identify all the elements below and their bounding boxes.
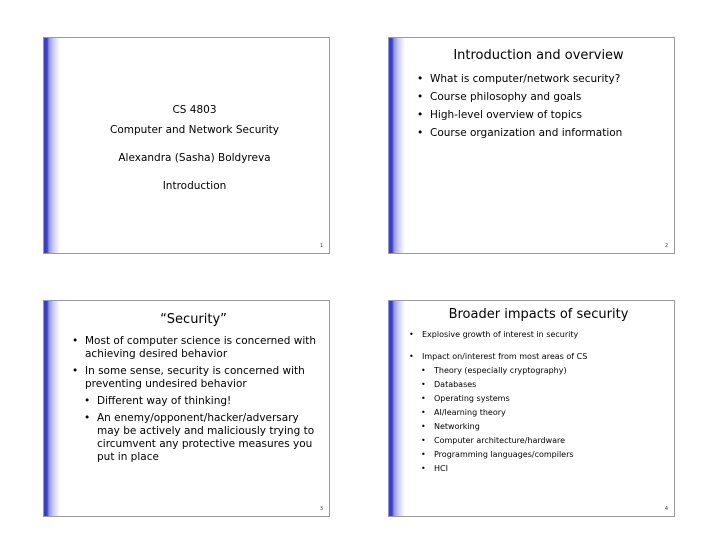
slide-1	[43, 37, 330, 254]
instructor-name: Alexandra (Sasha) Boldyreva	[118, 152, 271, 164]
list-item: • In some sense, security is concerned with preventing undesired behavior	[72, 365, 322, 391]
list-item: • AI/learning theory	[409, 407, 669, 418]
list-item: • Impact on/interest from most areas of CS	[409, 351, 669, 362]
slide-stripe	[389, 301, 405, 516]
slide-3	[43, 300, 330, 517]
bullet-list	[417, 73, 622, 145]
list-item: • Operating systems	[409, 393, 669, 404]
slide-2	[388, 37, 675, 254]
list-item: • Programming languages/compilers	[409, 449, 669, 460]
list-item: • Networking	[409, 421, 669, 432]
course-name: Computer and Network Security	[110, 124, 279, 136]
list-item: • Databases	[409, 379, 669, 390]
list-item: • High-level overview of topics	[417, 109, 622, 127]
list-item: • Explosive growth of interest in security	[409, 329, 669, 340]
slide-stripe	[44, 301, 60, 516]
slide-number: 3	[319, 506, 323, 512]
list-item: • Course organization and information	[417, 127, 622, 145]
list-item: • Different way of thinking!	[72, 395, 322, 408]
slide-number: 1	[319, 243, 323, 249]
list-item: • Most of computer science is concerned with achieving desired behavior	[72, 335, 322, 361]
slide-4	[388, 300, 675, 517]
list-item: • Course philosophy and goals	[417, 91, 622, 109]
course-code: CS 4803	[172, 104, 217, 116]
bullet-list	[409, 329, 669, 477]
slide-number: 4	[664, 506, 668, 512]
slide-title: Introduction and overview	[453, 48, 624, 63]
list-item: • HCI	[409, 463, 669, 474]
list-item: • Theory (especially cryptography)	[409, 365, 669, 376]
slide-stripe	[44, 38, 60, 253]
list-item: • Computer architecture/hardware	[409, 435, 669, 446]
slide-title: “Security”	[160, 312, 227, 327]
list-item: • An enemy/opponent/hacker/adversary may be actively and maliciously trying to circumvent any protective measures you put in place	[72, 412, 322, 464]
lecture-title: Introduction	[162, 180, 227, 192]
list-item: • What is computer/network security?	[417, 73, 622, 91]
slide-number: 2	[664, 243, 668, 249]
bullet-list	[72, 335, 322, 468]
slide-title: Broader impacts of security	[448, 307, 629, 322]
slide-stripe	[389, 38, 405, 253]
